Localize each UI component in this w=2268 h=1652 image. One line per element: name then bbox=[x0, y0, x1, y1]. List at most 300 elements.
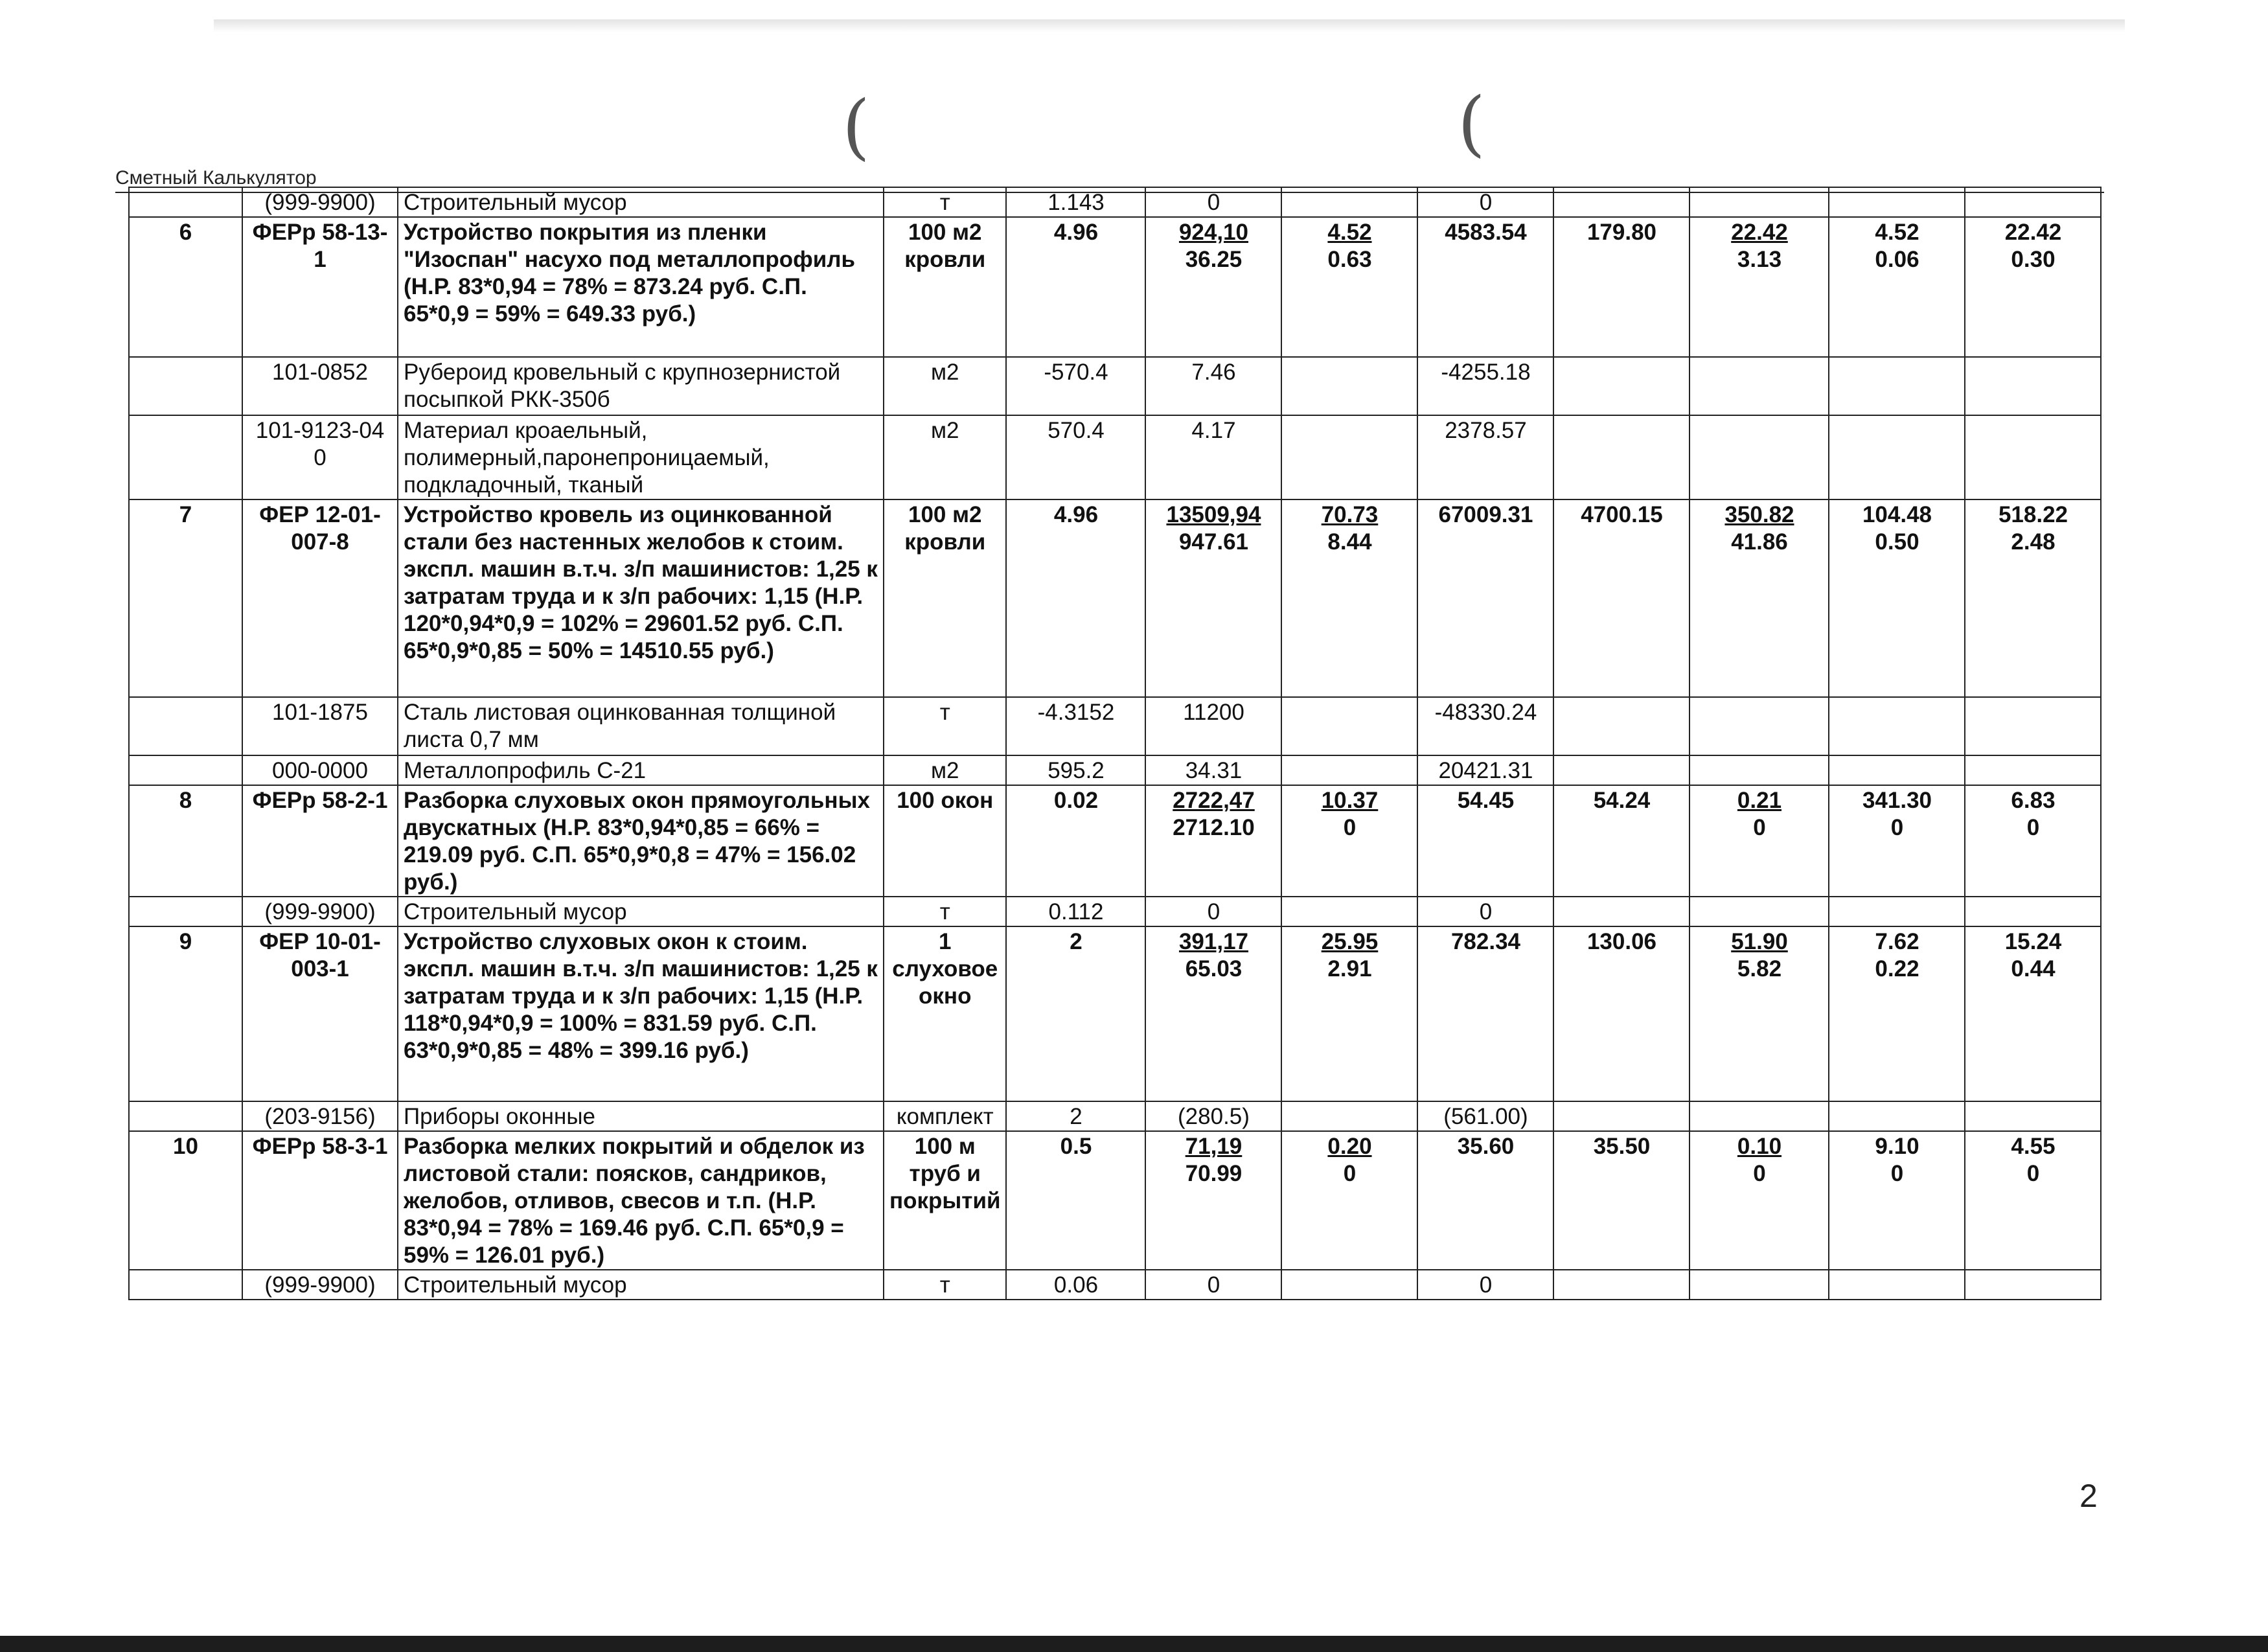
cell-num bbox=[129, 217, 242, 357]
cell-qty bbox=[1006, 1101, 1145, 1131]
cell-num bbox=[129, 187, 242, 217]
cell-labor-hours bbox=[1829, 1131, 1965, 1270]
cell-price bbox=[1145, 1270, 1281, 1300]
total-machine-wages: 3.13 bbox=[1737, 247, 1782, 272]
rate-code: 000-0000 bbox=[272, 758, 368, 783]
cell-labor bbox=[1281, 1270, 1417, 1300]
rate-code: (999-9900) bbox=[264, 899, 376, 924]
work-description: Строительный мусор bbox=[404, 190, 627, 215]
total-machine-cost: 22.42 bbox=[1731, 220, 1788, 245]
table-row bbox=[129, 217, 2101, 357]
total-cost: 20421.31 bbox=[1438, 758, 1533, 783]
estimate-table-body bbox=[129, 187, 2101, 1300]
cell-labor-hours bbox=[1829, 187, 1965, 217]
quantity: 4.96 bbox=[1053, 502, 1099, 527]
cell-labor bbox=[1281, 1101, 1417, 1131]
machinist-hours: 0.22 bbox=[1875, 956, 1919, 981]
cell-num bbox=[129, 415, 242, 499]
cell-machines bbox=[1690, 357, 1829, 415]
cell-total bbox=[1417, 1131, 1553, 1270]
table-row bbox=[129, 187, 2101, 217]
cell-labor-hours-total bbox=[1965, 897, 2101, 926]
cell-unit bbox=[884, 897, 1006, 926]
total-wages: 179.80 bbox=[1586, 220, 1657, 245]
cell-price bbox=[1145, 217, 1281, 357]
machinist-hours: 0 bbox=[1890, 815, 1904, 840]
cell-name bbox=[398, 357, 884, 415]
cell-labor-hours bbox=[1829, 926, 1965, 1101]
cell-labor-hours bbox=[1829, 499, 1965, 697]
cell-wages bbox=[1553, 785, 1690, 897]
cell-labor-hours-total bbox=[1965, 357, 2101, 415]
cell-code bbox=[242, 415, 398, 499]
unit-of-measure: 100 м труб и покрытий bbox=[889, 1134, 1001, 1213]
cell-name bbox=[398, 926, 884, 1101]
total-cost: 4583.54 bbox=[1445, 220, 1527, 245]
cell-total bbox=[1417, 415, 1553, 499]
cell-name bbox=[398, 1101, 884, 1131]
cell-unit bbox=[884, 187, 1006, 217]
quantity: 1.143 bbox=[1048, 190, 1105, 215]
rate-code: 101-1875 bbox=[272, 700, 368, 725]
unit-of-measure: м2 bbox=[930, 360, 959, 385]
rate-code: ФЕРр 58-2-1 bbox=[252, 788, 388, 813]
machine-wages: 8.44 bbox=[1327, 529, 1372, 555]
row-number: 7 bbox=[179, 502, 192, 527]
cell-labor-hours bbox=[1829, 357, 1965, 415]
machine-wages: 2.91 bbox=[1327, 956, 1372, 981]
cell-qty bbox=[1006, 1131, 1145, 1270]
unit-price: 71,19 bbox=[1185, 1134, 1243, 1159]
work-description: Устройство покрытия из пленки "Изоспан" насухо под металлопрофиль (Н.Р. 83*0,94 = 78% = 873.24 руб. С.П. 65*0,9 = 59% = 649.33 руб.) bbox=[404, 220, 856, 327]
unit-price: 924,10 bbox=[1178, 220, 1249, 245]
cell-code bbox=[242, 755, 398, 785]
cell-labor bbox=[1281, 697, 1417, 755]
document-header-title: Сметный Калькулятор bbox=[115, 167, 317, 189]
cell-num bbox=[129, 357, 242, 415]
unit-of-measure: 100 м2 кровли bbox=[904, 502, 986, 555]
scan-edge-shadow bbox=[214, 19, 2125, 32]
unit-of-measure: комплект bbox=[896, 1104, 994, 1129]
machine-wages: 0 bbox=[1343, 1161, 1357, 1186]
unit-of-measure: м2 bbox=[930, 758, 959, 783]
labor-hours: 9.10 bbox=[1875, 1134, 1919, 1159]
quantity: 0.06 bbox=[1053, 1272, 1099, 1298]
unit-price: 4.17 bbox=[1191, 418, 1236, 443]
table-row bbox=[129, 755, 2101, 785]
cell-unit bbox=[884, 415, 1006, 499]
machinist-hours: 0.06 bbox=[1875, 247, 1919, 272]
cell-price bbox=[1145, 357, 1281, 415]
total-machine-cost: 350.82 bbox=[1724, 502, 1794, 527]
cell-total bbox=[1417, 697, 1553, 755]
cell-num bbox=[129, 755, 242, 785]
cell-labor-hours bbox=[1829, 415, 1965, 499]
cell-labor bbox=[1281, 357, 1417, 415]
cell-price bbox=[1145, 785, 1281, 897]
cell-code bbox=[242, 217, 398, 357]
labor-hours-total: 4.55 bbox=[2011, 1134, 2056, 1159]
table-row bbox=[129, 499, 2101, 697]
cell-machines bbox=[1690, 755, 1829, 785]
cell-wages bbox=[1553, 755, 1690, 785]
total-cost: 54.45 bbox=[1457, 788, 1515, 813]
rate-code: (999-9900) bbox=[264, 190, 376, 215]
cell-labor-hours bbox=[1829, 217, 1965, 357]
total-machine-cost: 0.10 bbox=[1737, 1134, 1782, 1159]
machinist-hours-total: 0.30 bbox=[2011, 247, 2056, 272]
cell-labor-hours-total bbox=[1965, 1270, 2101, 1300]
cell-labor-hours-total bbox=[1965, 697, 2101, 755]
labor-hours-total: 6.83 bbox=[2011, 788, 2056, 813]
cell-qty bbox=[1006, 697, 1145, 755]
cell-qty bbox=[1006, 357, 1145, 415]
table-row bbox=[129, 897, 2101, 926]
cell-labor bbox=[1281, 187, 1417, 217]
cell-price bbox=[1145, 1131, 1281, 1270]
cell-unit bbox=[884, 1101, 1006, 1131]
cell-labor-hours bbox=[1829, 697, 1965, 755]
cell-labor-hours-total bbox=[1965, 217, 2101, 357]
cell-unit bbox=[884, 1270, 1006, 1300]
unit-of-measure: т bbox=[939, 1272, 950, 1298]
cell-price bbox=[1145, 187, 1281, 217]
row-number: 8 bbox=[179, 788, 192, 813]
total-cost: 0 bbox=[1479, 1272, 1493, 1298]
quantity: 2 bbox=[1070, 929, 1082, 954]
work-description: Материал кроаельный, полимерный,паронепроницаемый, подкладочный, тканый bbox=[404, 418, 770, 498]
cell-price bbox=[1145, 755, 1281, 785]
machinist-hours-total: 0 bbox=[2026, 815, 2040, 840]
cell-name bbox=[398, 697, 884, 755]
rate-code: 101-9123-04 0 bbox=[255, 418, 385, 470]
unit-of-measure: 100 окон bbox=[897, 788, 994, 813]
unit-price: 11200 bbox=[1183, 700, 1244, 725]
machine-cost: 0.20 bbox=[1327, 1134, 1372, 1159]
cell-labor-hours bbox=[1829, 1270, 1965, 1300]
rate-code: ФЕР 10-01-003-1 bbox=[259, 929, 381, 981]
cell-labor-hours bbox=[1829, 755, 1965, 785]
cell-labor-hours bbox=[1829, 897, 1965, 926]
cell-qty bbox=[1006, 926, 1145, 1101]
total-wages: 130.06 bbox=[1586, 929, 1657, 954]
total-cost: 35.60 bbox=[1457, 1134, 1515, 1159]
cell-qty bbox=[1006, 499, 1145, 697]
machinist-hours-total: 0.44 bbox=[2011, 956, 2056, 981]
table-row bbox=[129, 1101, 2101, 1131]
unit-of-measure: т bbox=[939, 899, 950, 924]
cell-machines bbox=[1690, 785, 1829, 897]
cell-name bbox=[398, 499, 884, 697]
total-cost: -4255.18 bbox=[1441, 360, 1531, 385]
cell-labor-hours-total bbox=[1965, 1131, 2101, 1270]
total-cost: 67009.31 bbox=[1438, 502, 1533, 527]
cell-wages bbox=[1553, 415, 1690, 499]
cell-labor-hours-total bbox=[1965, 415, 2101, 499]
cell-wages bbox=[1553, 187, 1690, 217]
cell-machines bbox=[1690, 926, 1829, 1101]
machine-cost: 25.95 bbox=[1321, 929, 1379, 954]
quantity: 0.5 bbox=[1060, 1134, 1092, 1159]
cell-total bbox=[1417, 187, 1553, 217]
cell-labor-hours-total bbox=[1965, 755, 2101, 785]
cell-total bbox=[1417, 755, 1553, 785]
quantity: 4.96 bbox=[1053, 220, 1099, 245]
unit-price-wages: 65.03 bbox=[1185, 956, 1243, 981]
cell-num bbox=[129, 1101, 242, 1131]
rate-code: ФЕРр 58-13-1 bbox=[252, 220, 388, 272]
row-number: 10 bbox=[173, 1134, 198, 1159]
cell-unit bbox=[884, 217, 1006, 357]
cell-machines bbox=[1690, 1101, 1829, 1131]
cell-wages bbox=[1553, 217, 1690, 357]
cell-wages bbox=[1553, 897, 1690, 926]
cell-total bbox=[1417, 357, 1553, 415]
unit-price: 0 bbox=[1207, 190, 1220, 215]
cell-machines bbox=[1690, 1270, 1829, 1300]
cell-labor-hours bbox=[1829, 785, 1965, 897]
cell-labor bbox=[1281, 499, 1417, 697]
cell-wages bbox=[1553, 1101, 1690, 1131]
rate-code: (999-9900) bbox=[264, 1272, 376, 1298]
cell-machines bbox=[1690, 697, 1829, 755]
cell-labor-hours-total bbox=[1965, 1101, 2101, 1131]
table-row bbox=[129, 697, 2101, 755]
cell-code bbox=[242, 1131, 398, 1270]
table-row bbox=[129, 1270, 2101, 1300]
cell-price bbox=[1145, 697, 1281, 755]
labor-hours-total: 518.22 bbox=[1998, 502, 2068, 527]
work-description: Устройство кровель из оцинкованной стали без настенных желобов к стоим. экспл. машин в.т.ч. з/п машинистов: 1,25 к затратам труда и к з/п рабочих: 1,15 (Н.Р. 120*0,94*0,9 = 102% = 29601.52 руб. С.П. 65*0,9*0,85 = 50% = 14510.55 руб.) bbox=[404, 502, 878, 663]
cell-total bbox=[1417, 499, 1553, 697]
cell-code bbox=[242, 187, 398, 217]
total-machine-wages: 0 bbox=[1753, 815, 1766, 840]
cell-qty bbox=[1006, 785, 1145, 897]
cell-labor-hours-total bbox=[1965, 785, 2101, 897]
unit-of-measure: т bbox=[939, 190, 950, 215]
cell-machines bbox=[1690, 217, 1829, 357]
total-cost: 0 bbox=[1479, 190, 1493, 215]
total-cost: 0 bbox=[1479, 899, 1493, 924]
cell-num bbox=[129, 897, 242, 926]
work-description: Разборка мелких покрытий и обделок из листовой стали: поясков, сандриков, желобов, отливов, свесов и т.п. (Н.Р. 83*0,94 = 78% = 169.46 руб. С.П. 65*0,9 = 59% = 126.01 руб.) bbox=[404, 1134, 865, 1268]
total-wages: 54.24 bbox=[1593, 788, 1651, 813]
table-row bbox=[129, 926, 2101, 1101]
cell-unit bbox=[884, 499, 1006, 697]
work-description: Сталь листовая оцинкованная толщиной листа 0,7 мм bbox=[404, 700, 836, 752]
labor-hours-total: 22.42 bbox=[2004, 220, 2062, 245]
cell-labor-hours-total bbox=[1965, 926, 2101, 1101]
cell-qty bbox=[1006, 415, 1145, 499]
cell-qty bbox=[1006, 187, 1145, 217]
quantity: 570.4 bbox=[1048, 418, 1105, 443]
table-row bbox=[129, 415, 2101, 499]
work-description: Рубероид кровельный с крупнозернистой посыпкой РКК-350б bbox=[404, 360, 841, 412]
cell-machines bbox=[1690, 1131, 1829, 1270]
work-description: Устройство слуховых окон к стоим. экспл. машин в.т.ч. з/п машинистов: 1,25 к затратам труда и к з/п рабочих: 1,15 (Н.Р. 118*0,94*0,9 = 100% = 831.59 руб. С.П. 63*0,9*0,85 = 48% = 399.16 руб.) bbox=[404, 929, 878, 1063]
cell-wages bbox=[1553, 1270, 1690, 1300]
cell-code bbox=[242, 1270, 398, 1300]
cell-labor-hours-total bbox=[1965, 187, 2101, 217]
cell-name bbox=[398, 897, 884, 926]
cell-wages bbox=[1553, 357, 1690, 415]
unit-price-wages: 947.61 bbox=[1178, 529, 1249, 555]
cell-name bbox=[398, 217, 884, 357]
binder-clip-mark-right: ( bbox=[1458, 82, 1485, 165]
unit-price: 7.46 bbox=[1191, 360, 1236, 385]
row-number: 9 bbox=[179, 929, 192, 954]
unit-price: 391,17 bbox=[1178, 929, 1249, 954]
cell-unit bbox=[884, 697, 1006, 755]
unit-price: 2722,47 bbox=[1173, 788, 1255, 813]
cell-unit bbox=[884, 755, 1006, 785]
cell-code bbox=[242, 499, 398, 697]
cell-qty bbox=[1006, 1270, 1145, 1300]
unit-price-wages: 36.25 bbox=[1185, 247, 1243, 272]
total-wages: 4700.15 bbox=[1581, 502, 1663, 527]
machine-cost: 70.73 bbox=[1321, 502, 1379, 527]
machine-wages: 0 bbox=[1343, 815, 1357, 840]
cell-name bbox=[398, 785, 884, 897]
work-description: Разборка слуховых окон прямоугольных двускатных (Н.Р. 83*0,94*0,85 = 66% = 219.09 руб. С.П. 65*0,9*0,8 = 47% = 156.02 руб.) bbox=[404, 788, 870, 895]
cell-labor bbox=[1281, 926, 1417, 1101]
total-machine-cost: 51.90 bbox=[1731, 929, 1788, 954]
cell-num bbox=[129, 697, 242, 755]
cell-name bbox=[398, 1131, 884, 1270]
unit-of-measure: 100 м2 кровли bbox=[904, 220, 986, 272]
cell-code bbox=[242, 926, 398, 1101]
cell-total bbox=[1417, 897, 1553, 926]
cell-labor bbox=[1281, 785, 1417, 897]
work-description: Приборы оконные bbox=[404, 1104, 595, 1129]
cell-qty bbox=[1006, 897, 1145, 926]
labor-hours: 104.48 bbox=[1862, 502, 1932, 527]
cell-labor bbox=[1281, 217, 1417, 357]
work-description: Строительный мусор bbox=[404, 899, 627, 924]
quantity: 595.2 bbox=[1048, 758, 1105, 783]
machine-cost: 10.37 bbox=[1321, 788, 1379, 813]
total-cost: 782.34 bbox=[1450, 929, 1521, 954]
cell-name bbox=[398, 415, 884, 499]
unit-price-wages: 2712.10 bbox=[1173, 815, 1255, 840]
page-number: 2 bbox=[2079, 1478, 2098, 1514]
total-machine-wages: 41.86 bbox=[1731, 529, 1788, 555]
cell-labor-hours bbox=[1829, 1101, 1965, 1131]
table-row bbox=[129, 357, 2101, 415]
machine-cost: 4.52 bbox=[1327, 220, 1372, 245]
cell-machines bbox=[1690, 187, 1829, 217]
quantity: 0.112 bbox=[1048, 899, 1104, 924]
total-wages: 35.50 bbox=[1593, 1134, 1651, 1159]
machinist-hours: 0.50 bbox=[1875, 529, 1919, 555]
unit-of-measure: м2 bbox=[930, 418, 959, 443]
cell-num bbox=[129, 499, 242, 697]
unit-price: 0 bbox=[1207, 899, 1220, 924]
cell-wages bbox=[1553, 499, 1690, 697]
cell-unit bbox=[884, 357, 1006, 415]
machinist-hours: 0 bbox=[1890, 1161, 1904, 1186]
unit-price: 13509,94 bbox=[1166, 502, 1261, 527]
work-description: Строительный мусор bbox=[404, 1272, 627, 1298]
cell-labor bbox=[1281, 755, 1417, 785]
cell-price bbox=[1145, 415, 1281, 499]
total-cost: -48330.24 bbox=[1434, 700, 1537, 725]
total-machine-cost: 0.21 bbox=[1737, 788, 1782, 813]
cell-labor-hours-total bbox=[1965, 499, 2101, 697]
scan-bottom-band bbox=[0, 1636, 2268, 1652]
total-machine-wages: 0 bbox=[1753, 1161, 1766, 1186]
cell-unit bbox=[884, 1131, 1006, 1270]
cell-num bbox=[129, 926, 242, 1101]
cell-labor bbox=[1281, 1131, 1417, 1270]
cell-labor bbox=[1281, 415, 1417, 499]
labor-hours-total: 15.24 bbox=[2004, 929, 2062, 954]
unit-price: (280.5) bbox=[1178, 1104, 1250, 1129]
unit-price: 0 bbox=[1207, 1272, 1220, 1298]
cell-wages bbox=[1553, 697, 1690, 755]
cell-name bbox=[398, 187, 884, 217]
cell-labor bbox=[1281, 897, 1417, 926]
cell-code bbox=[242, 1101, 398, 1131]
cell-machines bbox=[1690, 499, 1829, 697]
cell-total bbox=[1417, 785, 1553, 897]
cell-name bbox=[398, 755, 884, 785]
quantity: -4.3152 bbox=[1037, 700, 1115, 725]
machinist-hours-total: 0 bbox=[2026, 1161, 2040, 1186]
cell-price bbox=[1145, 926, 1281, 1101]
estimate-table bbox=[128, 187, 2102, 1300]
unit-of-measure: 1 слуховое окно bbox=[892, 929, 998, 1009]
cell-num bbox=[129, 785, 242, 897]
cell-total bbox=[1417, 1270, 1553, 1300]
cell-num bbox=[129, 1131, 242, 1270]
cell-num bbox=[129, 1270, 242, 1300]
unit-price-wages: 70.99 bbox=[1185, 1161, 1243, 1186]
total-cost: 2378.57 bbox=[1445, 418, 1527, 443]
cell-wages bbox=[1553, 926, 1690, 1101]
cell-total bbox=[1417, 926, 1553, 1101]
labor-hours: 4.52 bbox=[1875, 220, 1919, 245]
cell-price bbox=[1145, 499, 1281, 697]
cell-name bbox=[398, 1270, 884, 1300]
cell-code bbox=[242, 897, 398, 926]
cell-qty bbox=[1006, 755, 1145, 785]
cell-unit bbox=[884, 785, 1006, 897]
total-cost: (561.00) bbox=[1443, 1104, 1528, 1129]
rate-code: ФЕР 12-01-007-8 bbox=[259, 502, 381, 555]
machinist-hours-total: 2.48 bbox=[2011, 529, 2056, 555]
total-machine-wages: 5.82 bbox=[1737, 956, 1782, 981]
cell-qty bbox=[1006, 217, 1145, 357]
rate-code: (203-9156) bbox=[264, 1104, 376, 1129]
labor-hours: 341.30 bbox=[1862, 788, 1932, 813]
table-row bbox=[129, 785, 2101, 897]
machine-wages: 0.63 bbox=[1327, 247, 1372, 272]
quantity: -570.4 bbox=[1044, 360, 1108, 385]
cell-code bbox=[242, 697, 398, 755]
cell-wages bbox=[1553, 1131, 1690, 1270]
unit-price: 34.31 bbox=[1185, 758, 1243, 783]
row-number: 6 bbox=[179, 220, 192, 245]
quantity: 2 bbox=[1070, 1104, 1082, 1129]
cell-price bbox=[1145, 1101, 1281, 1131]
cell-machines bbox=[1690, 415, 1829, 499]
table-row bbox=[129, 1131, 2101, 1270]
cell-total bbox=[1417, 1101, 1553, 1131]
binder-clip-mark-left: ( bbox=[842, 85, 870, 168]
cell-total bbox=[1417, 217, 1553, 357]
work-description: Металлопрофиль С-21 bbox=[404, 758, 647, 783]
